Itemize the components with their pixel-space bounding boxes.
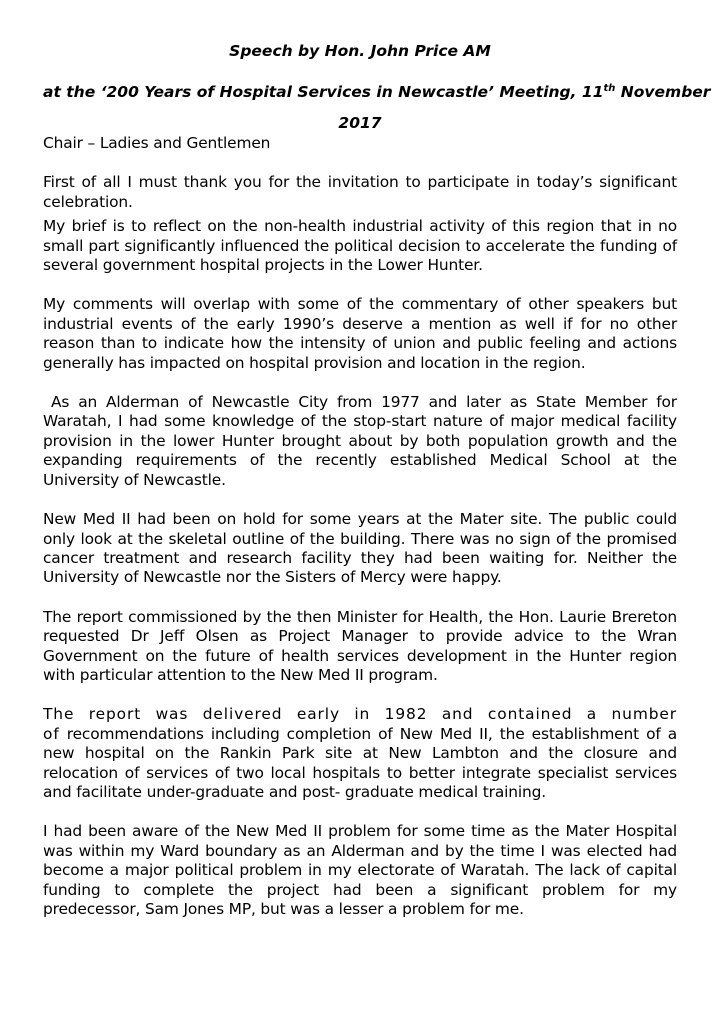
paragraph-aware: I had been aware of the New Med II problem for some time as the Mater Hospital was within my Ward boundary as an Alderman and by the time I was elected had become a major political problem in my electorate of Waratah. The lack of capital funding to complete the project had been a significant problem for my predecessor, Sam Jones MP, but was a lesser a problem for me. (43, 822, 677, 918)
paragraph-report-delivered-first-line: The report was delivered early in 1982 and contained a number of (43, 705, 677, 743)
ordinal-suffix: th (603, 83, 616, 94)
title-line-3: 2017 (338, 114, 382, 132)
title-line-2: at the ‘200 Years of Hospital Services in Newcastle’ Meeting, 11 (43, 83, 604, 101)
speech-document (43, 40, 711, 919)
paragraph-thanks: First of all I must thank you for the invitation to participate in today’s significant celebration. (43, 173, 677, 211)
document-subtitle (43, 81, 711, 103)
title-line-2-end: November (615, 83, 711, 101)
paragraph-report-delivered-text (43, 705, 677, 801)
salutation: Chair – Ladies and Gentlemen (43, 134, 271, 152)
document-year (43, 112, 677, 134)
paragraph-report-delivered (43, 705, 677, 802)
title-line-1: Speech by Hon. John Price AM (229, 42, 491, 60)
paragraph-alderman: As an Alderman of Newcastle City from 1977 and later as State Member for Waratah, I had some knowledge of the stop-start nature of major medical facility provision in the lower Hunter brought about by both population growth and the expanding requirements of the recently established Medical School at the University of Newcastle. (43, 393, 677, 489)
paragraph-report-commissioned: The report commissioned by the then Minister for Health, the Hon. Laurie Brereton requested Dr Jeff Olsen as Project Manager to provide advice to the Wran Government on the future of health services development in the Hunter region with particular attention to the New Med II program. (43, 607, 677, 684)
document-title (43, 40, 677, 62)
paragraph-new-med: New Med II had been on hold for some years at the Mater site. The public could only look at the skeletal outline of the building. There was no sign of the promised cancer treatment and research facility they had been waiting for. Neither the University of Newcastle nor the Sisters of Mercy were happy. (43, 510, 677, 587)
paragraph-brief: My brief is to reflect on the non-health industrial activity of this region that in no small part significantly influenced the political decision to accelerate the funding of several government hospital projects in the Lower Hunter. (43, 217, 677, 275)
paragraph-report-delivered-rest: recommendations including completion of New Med II, the establishment of a new hospital on the Rankin Park site at New Lambton and the closure and relocation of services of two local hospitals to better integrate specialist services and facilitate under-graduate and post- graduate medical training. (43, 724, 677, 801)
paragraph-comments: My comments will overlap with some of the commentary of other speakers but industrial events of the early 1990’s deserve a mention as well if for no other reason than to indicate how the intensity of union and public feeling and actions generally has impacted on hospital provision and location in the region. (43, 295, 677, 372)
